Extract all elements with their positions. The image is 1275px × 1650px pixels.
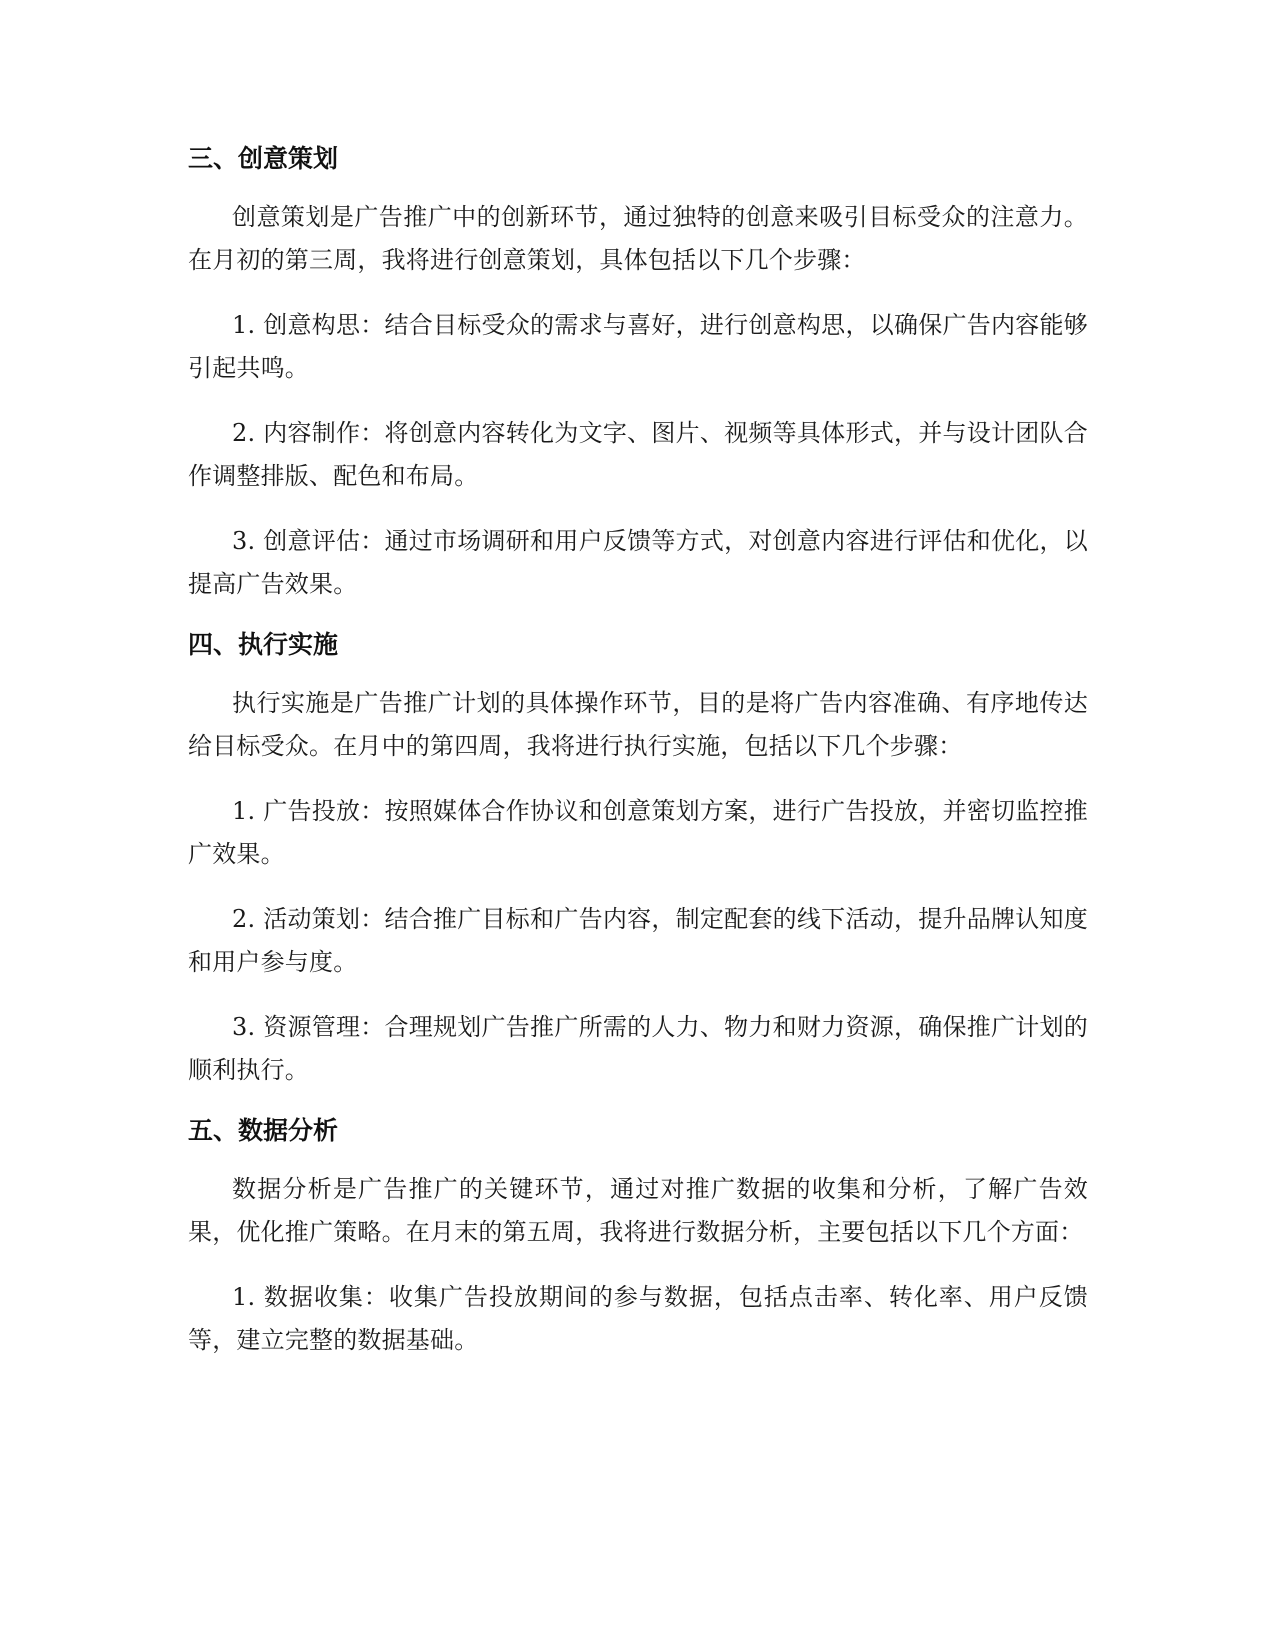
section-heading: 五、数据分析 — [188, 1116, 339, 1145]
document-body — [188, 142, 1088, 1384]
section-data-analysis — [188, 1114, 1088, 1362]
list-item: 3. 创意评估：通过市场调研和用户反馈等方式，对创意内容进行评估和优化，以提高广告效果。 — [188, 527, 1088, 598]
list-item: 1. 广告投放：按照媒体合作协议和创意策划方案，进行广告投放，并密切监控推广效果。 — [188, 797, 1088, 868]
paragraph: 执行实施是广告推广计划的具体操作环节，目的是将广告内容准确、有序地传达给目标受众。在月中的第四周，我将进行执行实施，包括以下几个步骤： — [188, 689, 1088, 760]
section-heading: 三、创意策划 — [188, 144, 339, 173]
paragraph: 数据分析是广告推广的关键环节，通过对推广数据的收集和分析，了解广告效果，优化推广策略。在月末的第五周，我将进行数据分析，主要包括以下几个方面： — [188, 1175, 1088, 1246]
section-creative-planning — [188, 142, 1088, 606]
paragraph: 创意策划是广告推广中的创新环节，通过独特的创意来吸引目标受众的注意力。在月初的第三周，我将进行创意策划，具体包括以下几个步骤： — [188, 203, 1088, 274]
list-item: 3. 资源管理：合理规划广告推广所需的人力、物力和财力资源，确保推广计划的顺利执行。 — [188, 1013, 1088, 1084]
list-item: 1. 创意构思：结合目标受众的需求与喜好，进行创意构思，以确保广告内容能够引起共鸣。 — [188, 311, 1088, 382]
list-item: 1. 数据收集：收集广告投放期间的参与数据，包括点击率、转化率、用户反馈等，建立完整的数据基础。 — [188, 1283, 1088, 1354]
section-execution — [188, 628, 1088, 1092]
list-item: 2. 活动策划：结合推广目标和广告内容，制定配套的线下活动，提升品牌认知度和用户参与度。 — [188, 905, 1088, 976]
list-item: 2. 内容制作：将创意内容转化为文字、图片、视频等具体形式，并与设计团队合作调整排版、配色和布局。 — [188, 419, 1088, 490]
section-heading: 四、执行实施 — [188, 630, 339, 659]
